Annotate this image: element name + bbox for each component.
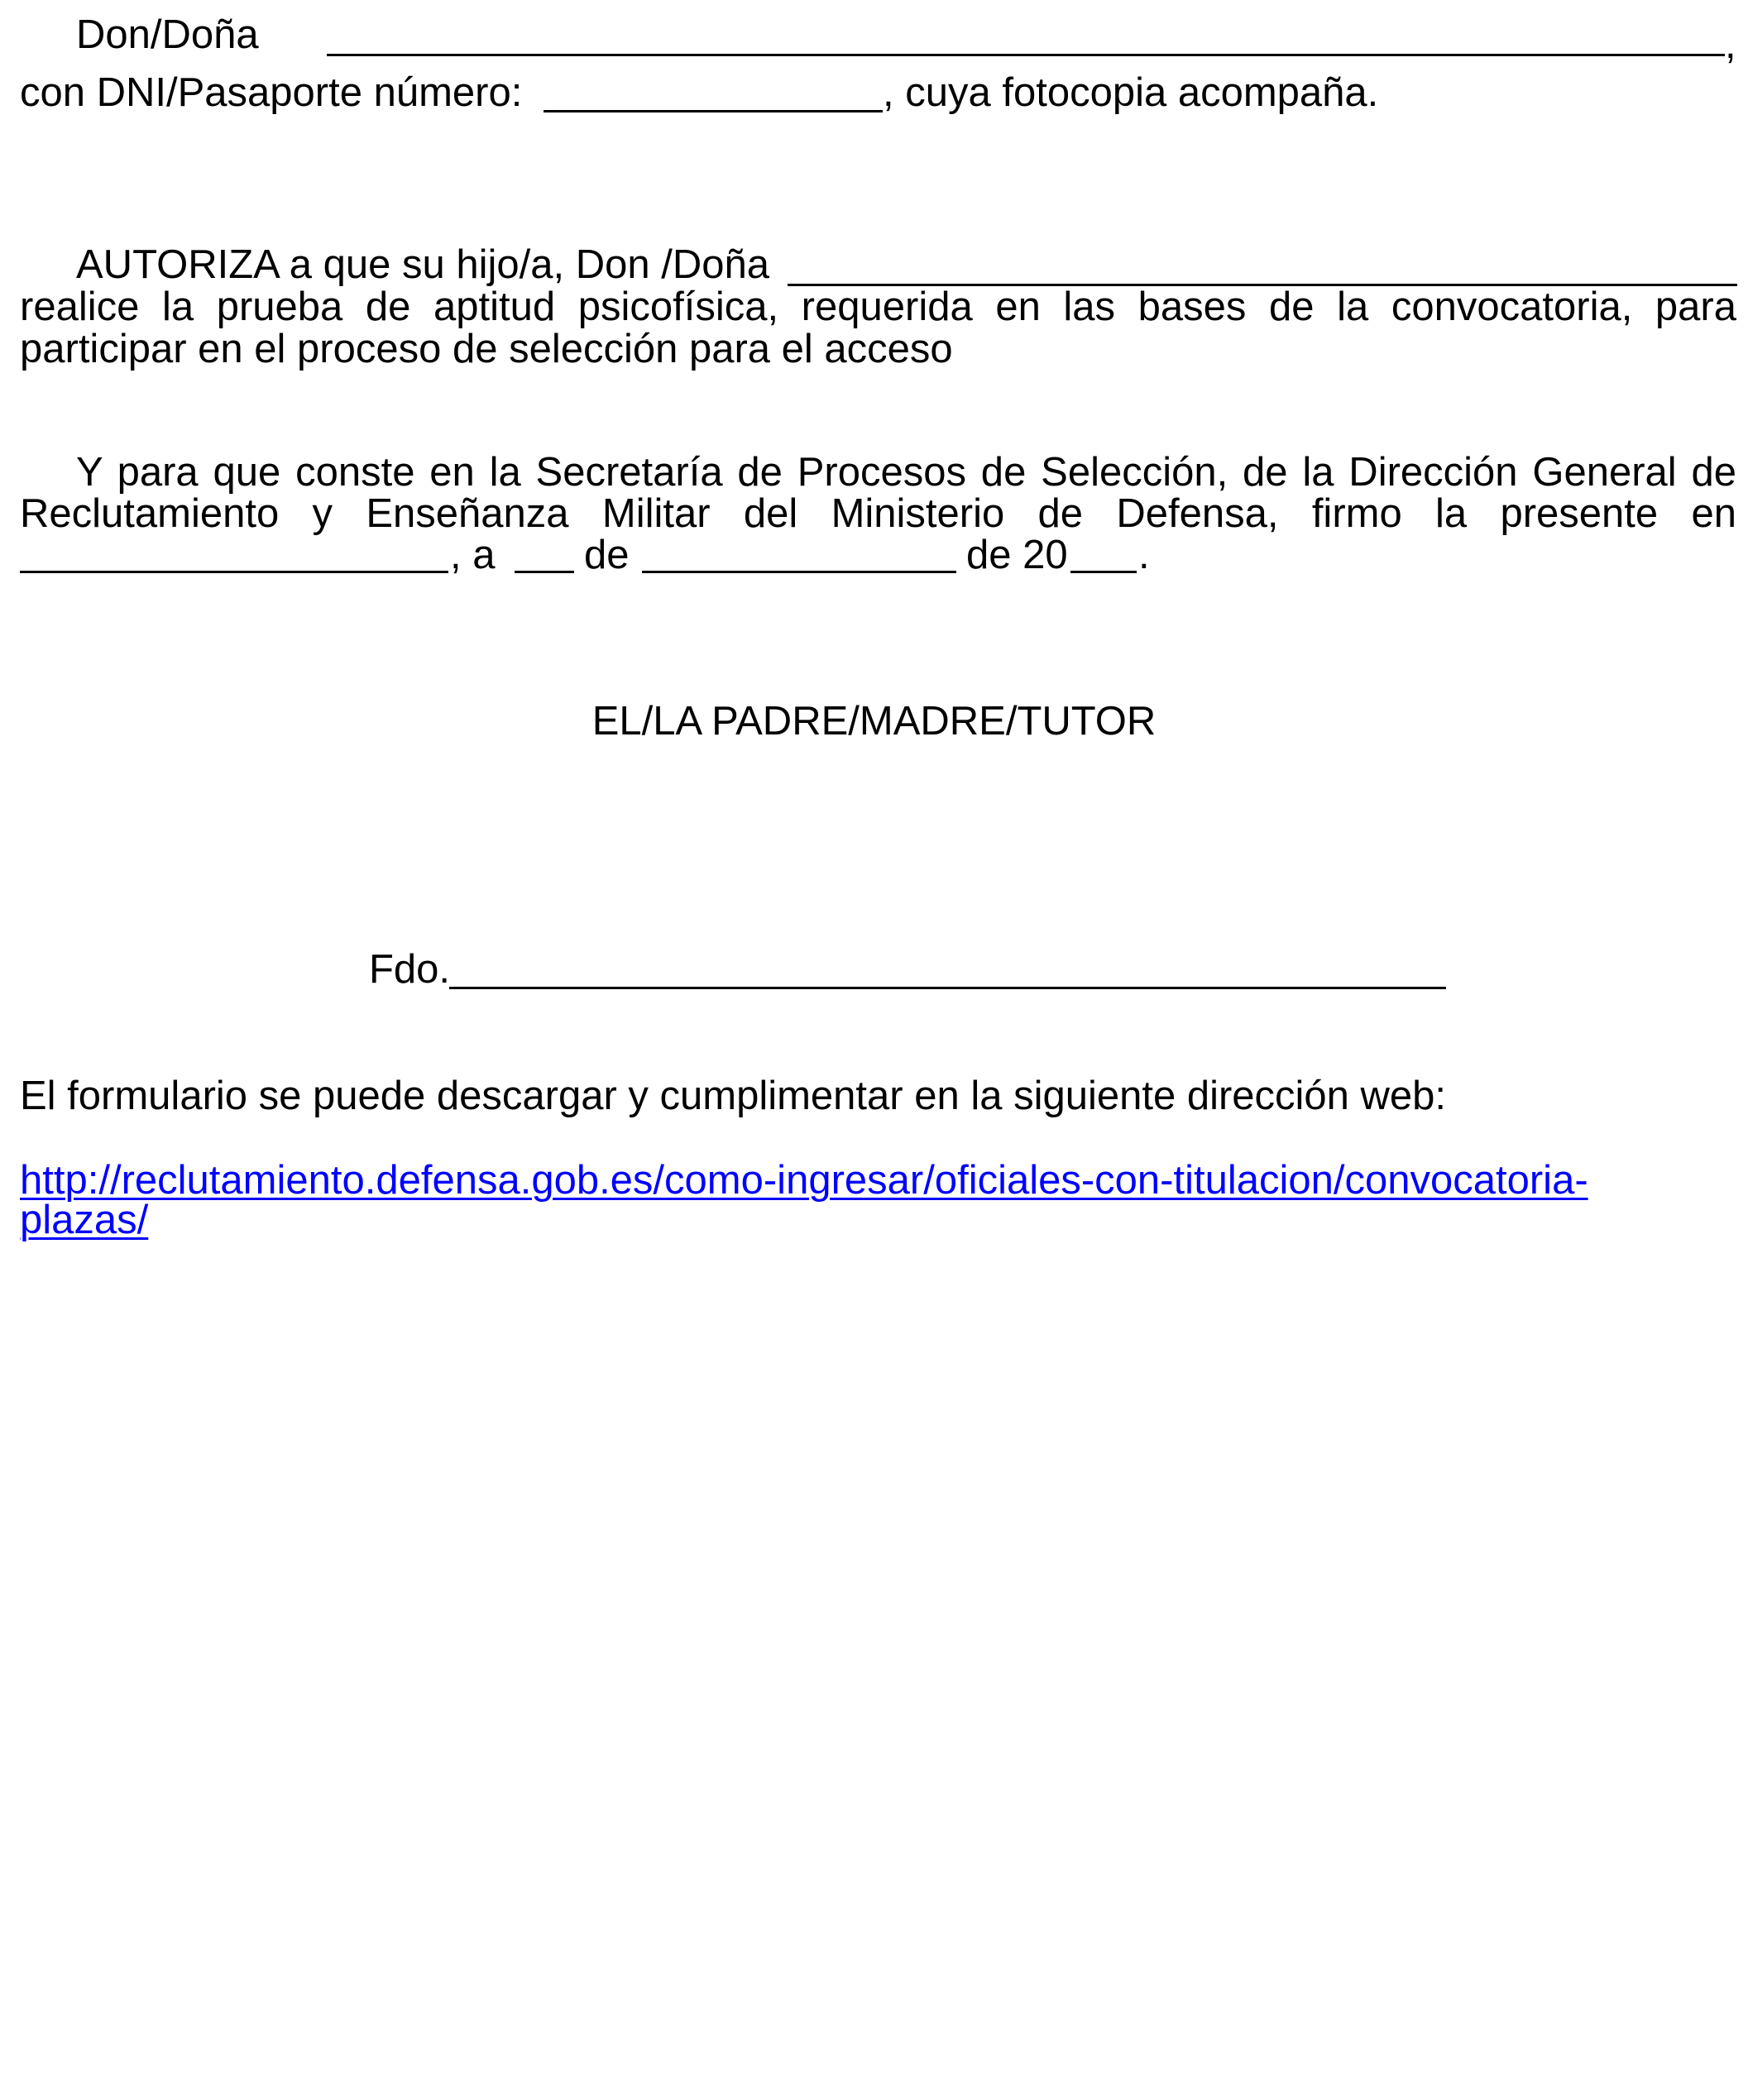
year-blank[interactable]	[1070, 571, 1137, 573]
autoriza-line-2: realice la prueba de aptitud psicofísica, requerida en las bases de la convocatoria, para	[20, 285, 1736, 329]
dni-suffix: , cuya fotocopia acompaña.	[883, 70, 1379, 115]
date-de-label: de	[584, 533, 630, 577]
consta-line-2: Reclutamiento y Enseñanza Militar del Ministerio de Defensa, firmo la presente en	[20, 491, 1736, 536]
form-download-link-line-2[interactable]: plazas/	[20, 1198, 149, 1242]
signer-title: EL/LA PADRE/MADRE/TUTOR	[591, 699, 1157, 744]
day-blank[interactable]	[515, 571, 574, 573]
dni-blank[interactable]	[544, 110, 883, 112]
download-note: El formulario se puede descargar y cumplimentar en la siguiente dirección web:	[20, 1074, 1447, 1118]
date-period: .	[1138, 533, 1150, 577]
name-blank[interactable]	[327, 54, 1725, 56]
date-a-label: , a	[450, 533, 496, 577]
month-blank[interactable]	[642, 571, 956, 573]
autoriza-line-3: participar en el proceso de selección para el acceso	[20, 327, 953, 371]
name-comma: ,	[1725, 22, 1736, 67]
place-blank[interactable]	[20, 571, 448, 573]
date-de20-label: de 20	[966, 533, 1068, 577]
form-download-link-line-1[interactable]: http://reclutamiento.defensa.gob.es/como-ingresar/oficiales-con-titulacion/convocatoria-	[20, 1158, 1588, 1203]
autoriza-label: AUTORIZA a que su hijo/a, Don /Doña	[76, 242, 769, 287]
don-label: Don/Doña	[76, 12, 259, 57]
dni-label: con DNI/Pasaporte número:	[20, 70, 523, 115]
consta-line-1: Y para que conste en la Secretaría de Procesos de Selección, de la Dirección General de	[76, 450, 1736, 495]
fdo-label: Fdo.	[369, 947, 451, 992]
signature-blank[interactable]	[449, 987, 1446, 989]
